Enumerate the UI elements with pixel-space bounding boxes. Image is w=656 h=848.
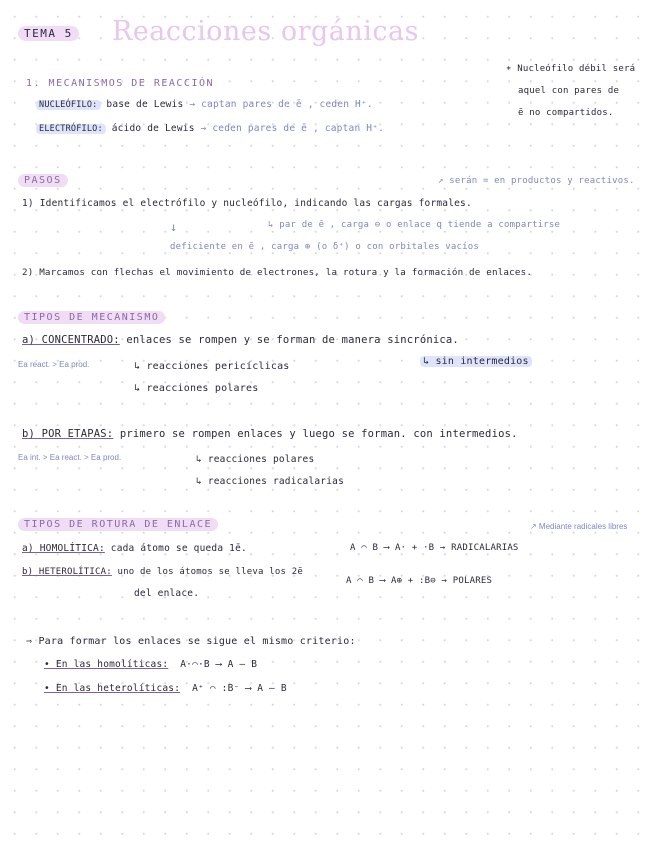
page-title: Reacciones orgánicas xyxy=(112,16,419,47)
tipos-mecanismo-heading xyxy=(18,312,165,323)
tipos-rotura-heading xyxy=(18,519,218,530)
list-item: ↳ reacciones polares xyxy=(134,383,259,394)
formacion-item-2-eq: A⁺ ⌒ :B⁻ ⟶ A — B xyxy=(192,683,287,694)
side-note-line: ē no compartidos. xyxy=(518,108,614,118)
homolitica-label: a) HOMOLÍTICA: xyxy=(22,543,105,554)
list-item: ↳ reacciones polares xyxy=(196,454,315,465)
paso-1-note-b: deficiente en ē , carga ⊕ (o δ⁺) o con orbitales vacíos xyxy=(170,242,480,252)
nucleofilo-line xyxy=(36,99,373,110)
heterolitica-label: b) HETEROLÍTICA: xyxy=(22,567,112,577)
list-item: ↳ reacciones radicalarias xyxy=(196,476,344,487)
por-etapas-list xyxy=(196,449,344,493)
pasos-heading xyxy=(18,175,68,186)
concentrado-note xyxy=(420,356,532,367)
heterolitica-line xyxy=(22,567,303,577)
paso-1-note-a: ↳ par de ē , carga ⊖ o enlace q tiende a compartirse xyxy=(268,220,561,230)
heterolitica-text-2: del enlace. xyxy=(134,588,200,599)
down-arrow-icon: ↓ xyxy=(170,220,178,234)
side-note-line: ∗ Nucleófilo débil será xyxy=(506,64,636,74)
concentrado-label: a) CONCENTRADO: xyxy=(22,334,120,346)
list-item: ↳ reacciones pericíclicas xyxy=(134,361,290,372)
concentrado-note-text: ↳ sin intermedios xyxy=(420,356,532,367)
electrofilo-text: ácido de Lewis xyxy=(111,123,195,134)
paso-1: 1) Identificamos el electrófilo y nucleófilo, indicando las cargas formales. xyxy=(22,198,472,209)
electrofilo-note: → ceden pares de ē , captan H⁺. xyxy=(200,123,385,134)
tipos-rotura-heading-text: TIPOS DE ROTURA DE ENLACE xyxy=(18,518,218,531)
formacion-line: ⇒ Para formar los enlaces se sigue el mismo criterio: xyxy=(26,636,356,647)
electrofilo-label: ELECTRÓFILO: xyxy=(36,124,106,134)
formacion-item-1-eq: A·⌒·B ⟶ A — B xyxy=(180,659,258,670)
tema-label: TEMA 5 xyxy=(18,26,79,41)
nucleofilo-note: → captan pares de ē , ceden H⁺. xyxy=(189,99,373,110)
formacion-item-2-label: • En las heterolíticas: xyxy=(44,683,181,694)
pasos-side-note: ↗ serán = en productos y reactivos. xyxy=(438,176,635,186)
pasos-heading-text: PASOS xyxy=(18,174,68,187)
nucleofilo-text: base de Lewis xyxy=(106,99,184,110)
concentrado-energy: Ea react. > Ea prod. xyxy=(18,360,90,369)
por-etapas-text: primero se rompen enlaces y luego se forman. con intermedios. xyxy=(119,428,518,440)
tema-badge xyxy=(18,24,79,42)
nucleofilo-label: NUCLEÓFILO: xyxy=(36,100,101,110)
mecanismos-heading: 1. MECANISMOS DE REACCIÓN xyxy=(26,78,215,89)
por-etapas-energy: Ea int. > Ea react. > Ea prod. xyxy=(18,453,122,462)
electrofilo-line xyxy=(36,123,384,134)
concentrado-list xyxy=(134,356,290,400)
homolitica-equation: A ⌒ B ⟶ A· + ·B → RADICALARIAS xyxy=(350,543,519,553)
por-etapas-line xyxy=(22,428,518,440)
tipos-mecanismo-heading-text: TIPOS DE MECANISMO xyxy=(18,311,165,324)
formacion-item-1 xyxy=(44,659,257,670)
homolitica-text: cada átomo se queda 1ē. xyxy=(110,543,247,554)
por-etapas-label: b) POR ETAPAS: xyxy=(22,428,114,440)
side-note-line: aquel con pares de xyxy=(518,86,620,96)
formacion-item-1-label: • En las homolíticas: xyxy=(44,659,169,670)
heterolitica-equation: A ⌒ B ⟶ A⊕ + :B⊖ → POLARES xyxy=(346,576,493,586)
tipos-rotura-side-note: ↗ Mediante radicales libres xyxy=(530,522,628,531)
concentrado-text: enlaces se rompen y se forman de manera sincrónica. xyxy=(126,334,459,346)
concentrado-line xyxy=(22,334,459,346)
paso-2: 2) Marcamos con flechas el movimiento de electrones, la rotura y la formación de enlaces. xyxy=(22,267,533,278)
nucleofilo-side-note xyxy=(506,58,635,124)
formacion-item-2 xyxy=(44,683,287,694)
homolitica-line xyxy=(22,543,247,554)
heterolitica-text: uno de los átomos se lleva los 2ē xyxy=(117,567,303,577)
